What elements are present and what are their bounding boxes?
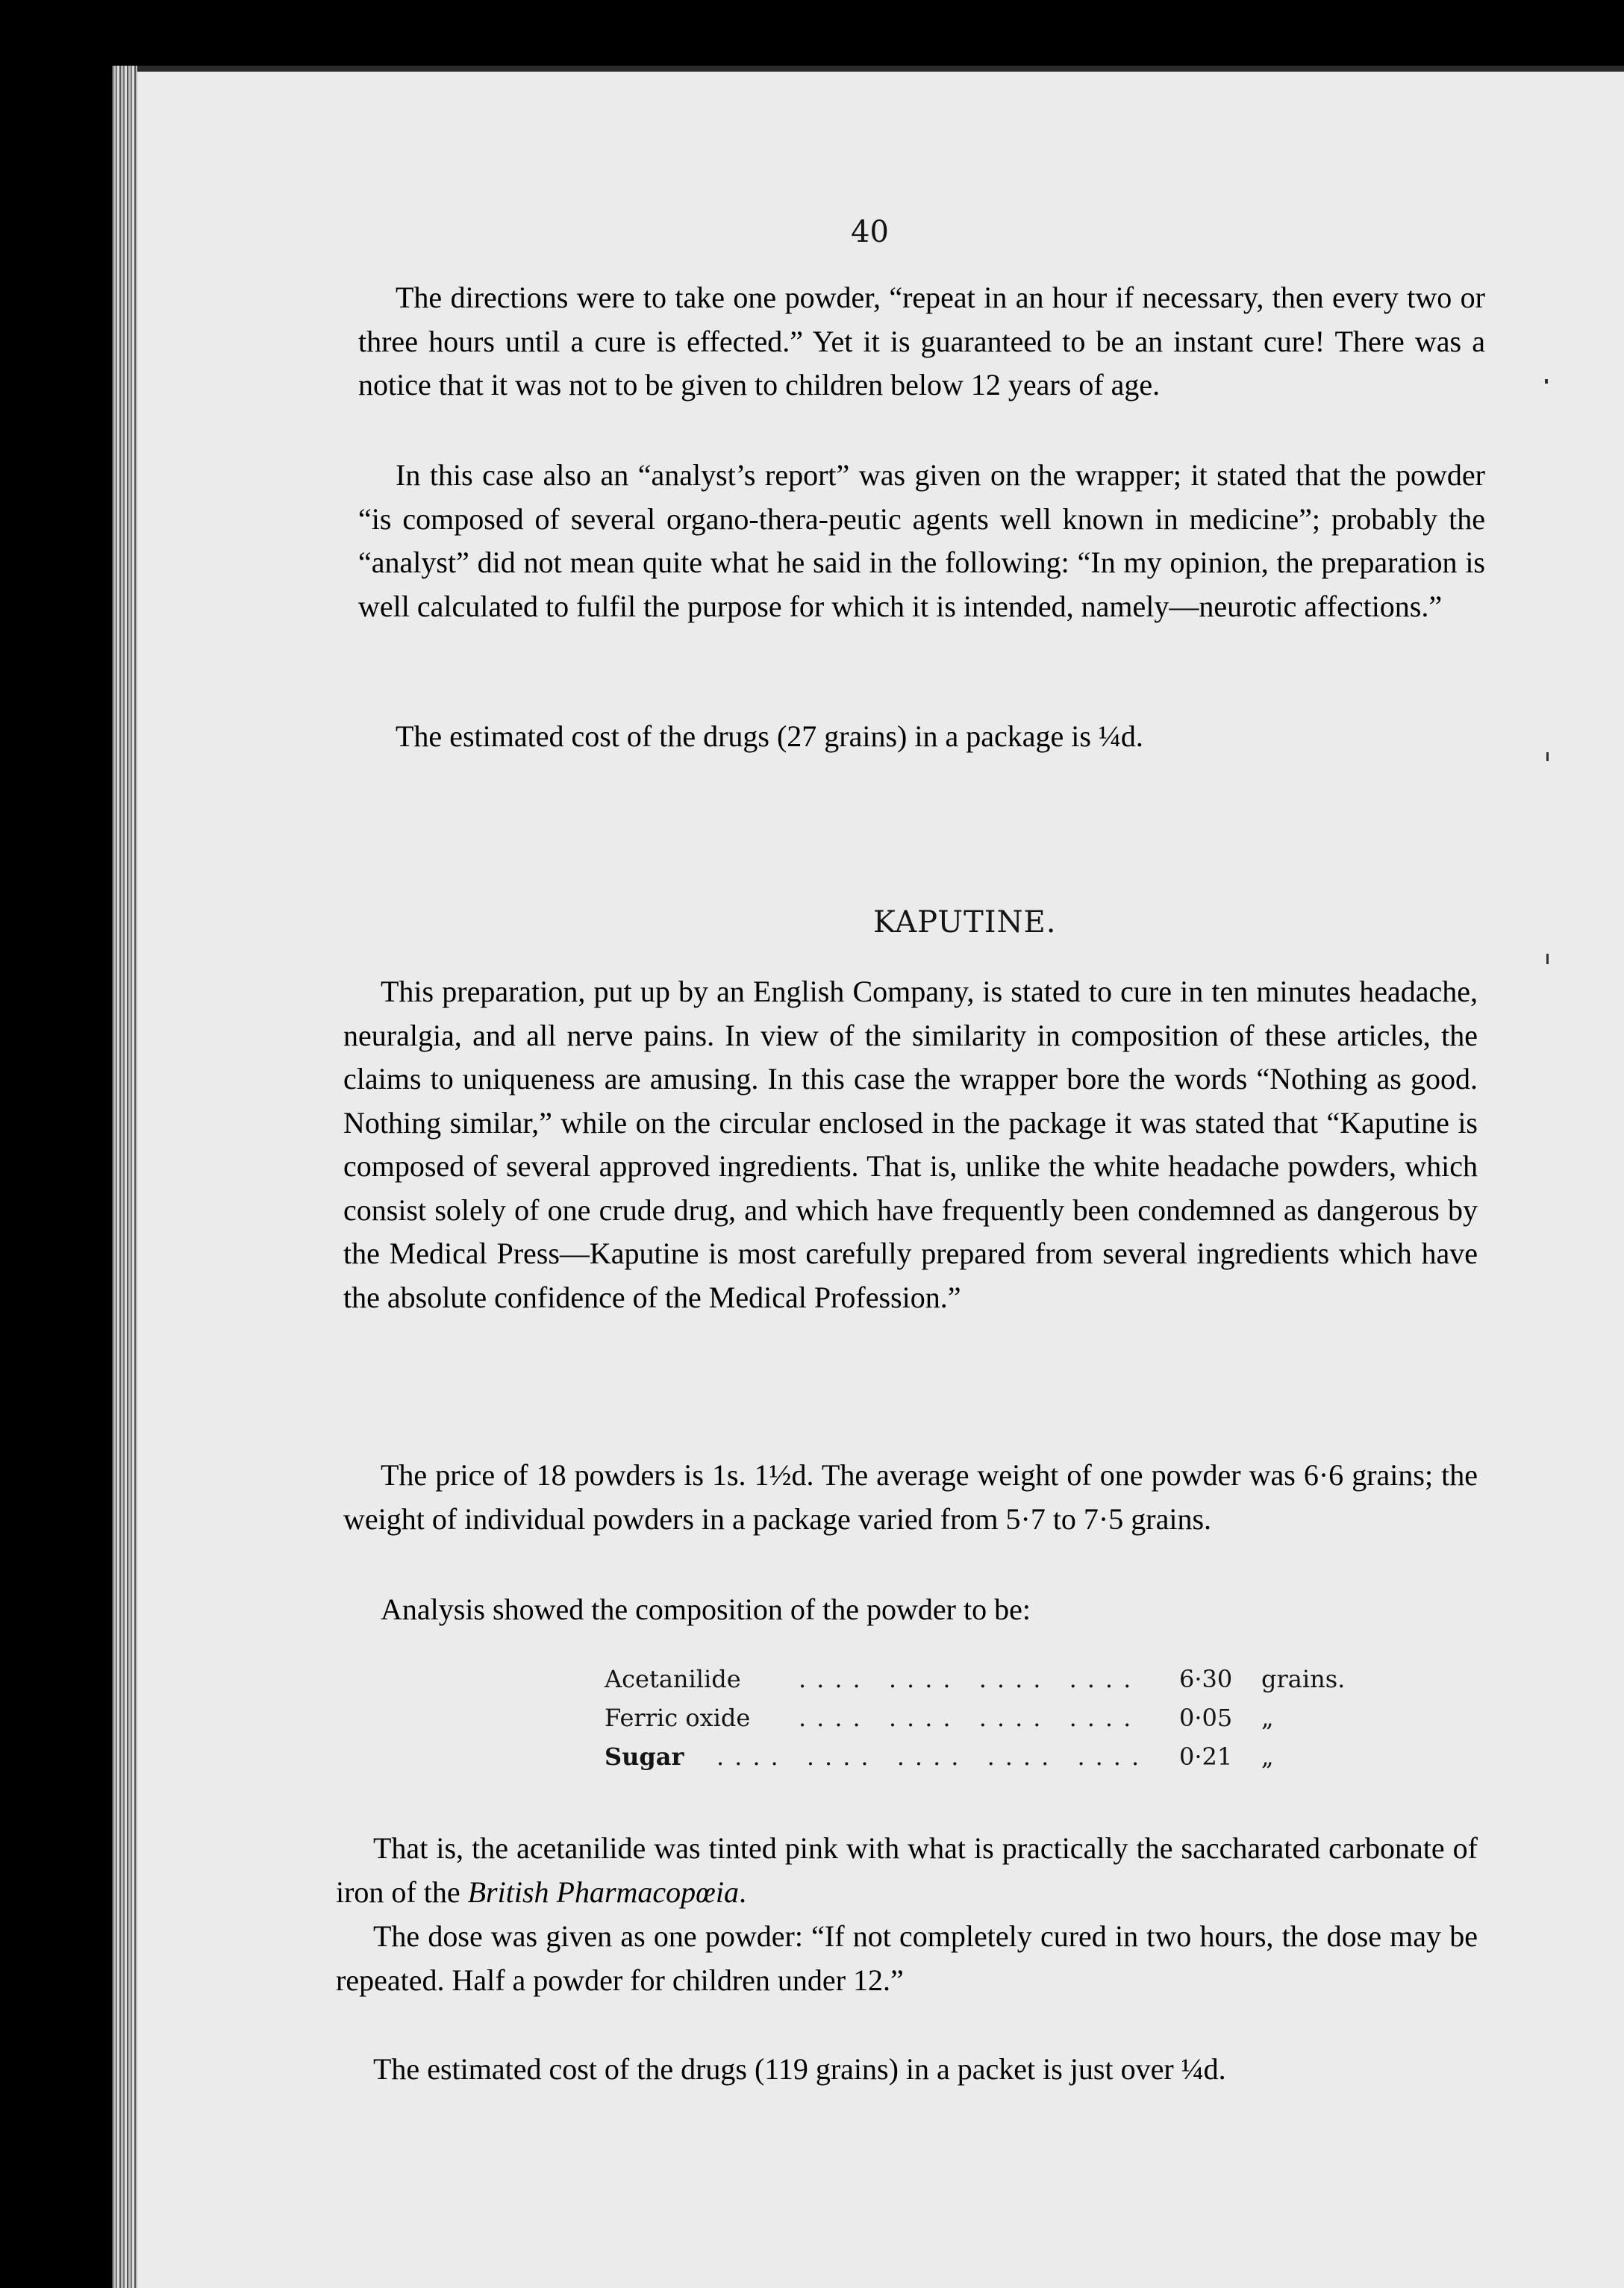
paragraph-final-cost: The estimated cost of the drugs (119 grains) in a packet is just over ¼d.: [373, 2052, 1226, 2086]
scan-speck: [1546, 752, 1549, 761]
paragraph-analysis: Analysis showed the composition of the powder to be:: [381, 1592, 1031, 1626]
scanned-page: [112, 66, 1624, 2288]
italic-title: British Pharmacopœia: [467, 1875, 739, 1909]
leader-dots: .... .... .... ....: [799, 1704, 1142, 1732]
paragraph-price: The price of 18 powders is 1s. 1½d. The average weight of one powder was 6·6 grains; the weight of individual powders in a package varied from 5·7 to 7·5 grains.: [343, 1458, 1478, 1536]
ingredient-value: 6·30: [1179, 1665, 1233, 1693]
page-number: 40: [851, 215, 889, 249]
paragraph-kaputine-intro: This preparation, put up by an English Company, is stated to cure in ten minutes headache, neuralgia, and all nerve pains. In view of the similarity in composition of these articles, the claims to uniqueness are amusing. In this case the wrapper bore the words “Nothing as good. Nothing similar,” while on the circular enclosed in the package it was stated that “Kaputine is composed of several approved ingredients. That is, unlike the white headache powders, which consist solely of one crude drug, and which have frequently been condemned as dangerous by the Medical Press—Kaputine is most carefully prepared from several ingredients which have the absolute confidence of the Medical Profession.”: [343, 975, 1478, 1314]
paragraph-dose: The dose was given as one powder: “If not completely cured in two hours, the dose may be repeated. Half a powder for children under 12.”: [336, 1919, 1478, 1997]
scan-speck: [1545, 379, 1548, 384]
ingredient-unit: „: [1261, 1704, 1274, 1732]
paragraph-analyst-report: In this case also an “analyst’s report” was given on the wrapper; it stated that the powder “is composed of several organo-thera-peutic agents well known in medicine”; probably the “analyst” did not mean quite what he said in the following: “In my opinion, the preparation is well calculated to fulfil the purpose for which it is intended, namely—neurotic affections.”: [358, 458, 1485, 623]
paragraph-estimated-cost: The estimated cost of the drugs (27 grains) in a package is ¼d.: [396, 719, 1143, 753]
ingredient-value: 0·21: [1179, 1742, 1233, 1771]
ingredient-unit: grains.: [1261, 1665, 1346, 1693]
paragraph-tinted: That is, the acetanilide was tinted pink with what is practically the saccharated carbonate of iron of the British Pharmacopœia.: [336, 1831, 1478, 1909]
scan-speck: [1546, 954, 1549, 964]
leader-dots: .... .... .... ....: [799, 1665, 1142, 1693]
book-binding-edge: [112, 66, 137, 2288]
ingredient-name: Acetanilide: [605, 1665, 741, 1693]
ingredient-unit: „: [1261, 1742, 1274, 1771]
paragraph-directions: The directions were to take one powder, “repeat in an hour if necessary, then every two or three hours until a cure is effected.” Yet it is guaranteed to be an instant cure! There was a notice that it was not to be given to children below 12 years of age.: [358, 281, 1485, 401]
ingredient-name: Sugar: [605, 1742, 684, 1771]
page-top-edge: [112, 66, 1624, 72]
leader-dots: .... .... .... .... ....: [716, 1742, 1150, 1771]
ingredient-value: 0·05: [1179, 1704, 1233, 1732]
section-heading-kaputine: KAPUTINE.: [873, 905, 1057, 940]
ingredient-name: Ferric oxide: [605, 1704, 751, 1732]
